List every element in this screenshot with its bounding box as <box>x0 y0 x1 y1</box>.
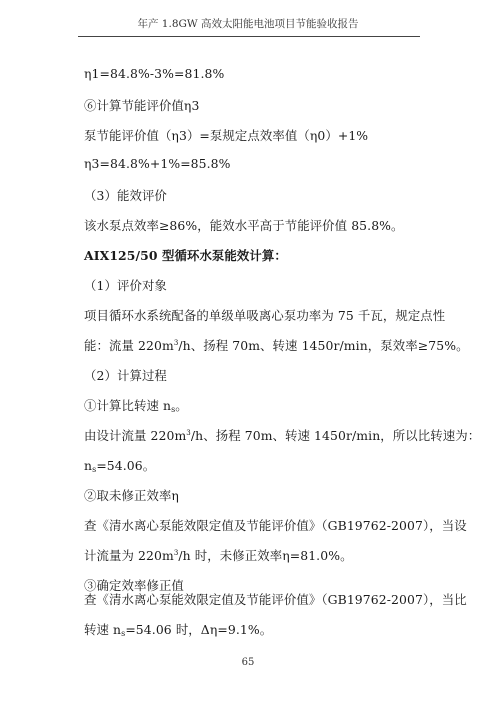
text-line: 能：流量 $220m^3/h$、扬程 70m、转速 1450r/min，泵效率≥75%。 <box>84 338 469 353</box>
text-line: 由设计流量 $220m^3/h$、扬程 70m、转速 1450r/min，所以比转速为： <box>84 428 481 443</box>
text-line: （3）能效评价 <box>84 188 167 203</box>
text-line: ⑥计算节能评价值η3 <box>84 98 200 113</box>
header-divider <box>78 36 420 37</box>
text-line: （2）计算过程 <box>84 368 167 383</box>
text-line: （1）评价对象 <box>84 278 167 293</box>
text-line: 计流量为 $220m^3/h$ 时，未修正效率η=81.0%。 <box>84 548 353 563</box>
text-line: 该水泵点效率≥86%，能效水平高于节能评价值 85.8%。 <box>84 218 404 233</box>
section-heading: AIX125/50 型循环水泵能效计算： <box>84 248 287 263</box>
text-line: 查《清水离心泵能效限定值及节能评价值》（GB19762-2007），当比 <box>84 592 467 607</box>
text-line: ③确定效率修正值 <box>84 578 184 593</box>
text-line: 泵节能评价值（η3）=泵规定点效率值（η0）+1% <box>84 128 369 143</box>
text-line: $n_s=54.06$。 <box>84 458 156 474</box>
text-line: η3=84.8%+1%=85.8% <box>84 156 231 171</box>
text-line: 项目循环水系统配备的单级单吸离心泵功率为 75 千瓦，规定点性 <box>84 308 446 323</box>
text-line: 转速 $n_s=54.06$ 时，Δη=9.1%。 <box>84 622 273 638</box>
text-line: ②取未修正效率η <box>84 488 179 503</box>
text-line: 查《清水离心泵能效限定值及节能评价值》（GB19762-2007），当设 <box>84 518 467 533</box>
page-header: 年产 1.8GW 高效太阳能电池项目节能验收报告 <box>137 18 359 30</box>
text-line: ①计算比转速 $n_s$。 <box>84 398 188 414</box>
page-number: 65 <box>241 657 255 668</box>
text-line: η1=84.8%-3%=81.8% <box>84 66 225 81</box>
